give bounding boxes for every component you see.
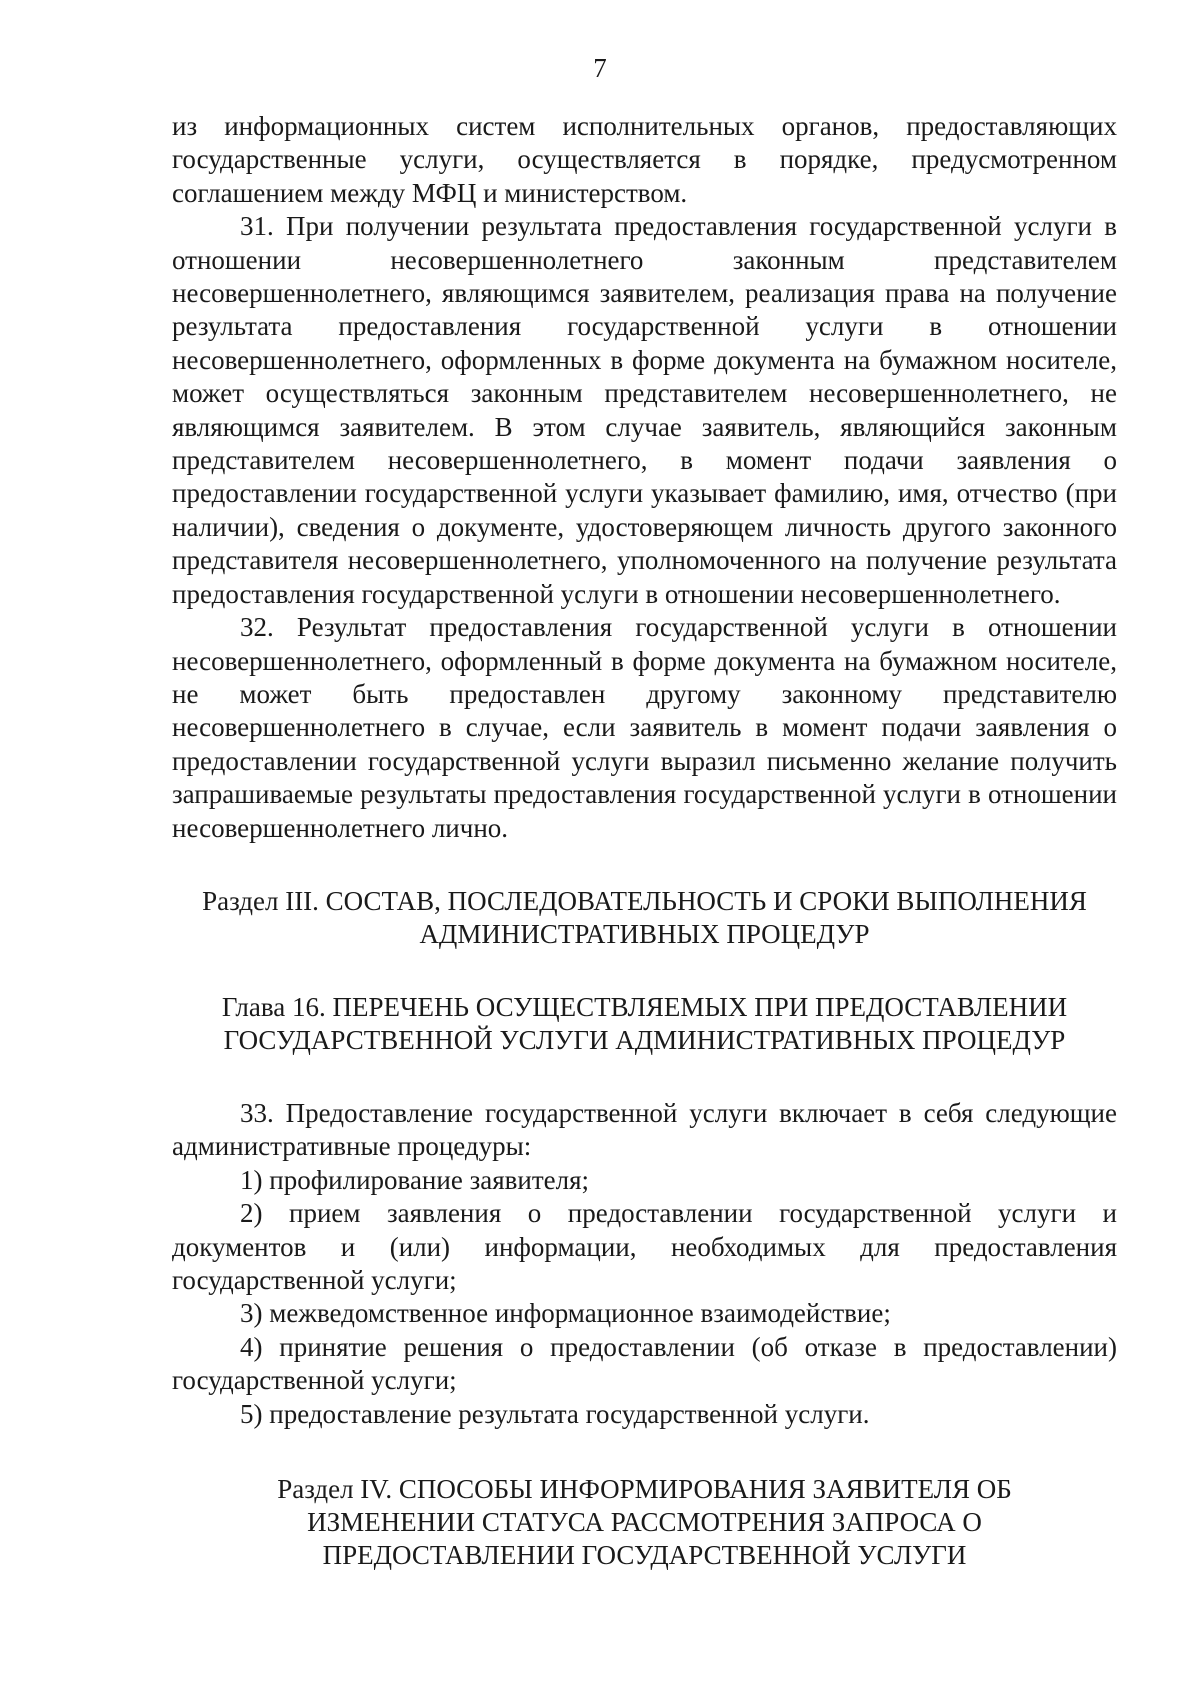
chapter-16-heading-line-2: ГОСУДАРСТВЕННОЙ УСЛУГИ АДМИНИСТРАТИВНЫХ ПРОЦЕДУР (223, 1024, 1066, 1055)
list-item: 4) принятие решения о предоставлении (об отказе в предоставлении) государственной услуги; (172, 1331, 1117, 1396)
page-number: 7 (593, 53, 607, 83)
paragraph-31: 31. При получении результата предоставления государственной услуги в отношении несовершеннолетнего законным представителем несовершеннолетнего, являющимся заявителем, реализация права на получение результата предоставления государственной услуги в отношении несовершеннолетнего, оформленных в форме документа на бумажном носителе, может осуществляться законным представителем несовершеннолетнего, не являющимся заявителем. В этом случае заявитель, являющийся законным представителем несовершеннолетнего, в момент подачи заявления о предоставлении государственной услуги указывает фамилию, имя, отчество (при наличии), сведения о документе, удостоверяющем личность другого законного представителя несовершеннолетнего, уполномоченного на получение результата предоставления государственной услуги в отношении несовершеннолетнего. (172, 211, 1117, 609)
section-3-heading-line-1: Раздел III. СОСТАВ, ПОСЛЕДОВАТЕЛЬНОСТЬ И СРОКИ ВЫПОЛНЕНИЯ (202, 885, 1087, 916)
paragraph-33: 33. Предоставление государственной услуги включает в себя следующие административные процедуры: (172, 1097, 1117, 1162)
section-4-heading (172, 1473, 1117, 1572)
section-3-heading-line-2: АДМИНИСТРАТИВНЫХ ПРОЦЕДУР (419, 918, 870, 949)
document-body (172, 110, 1117, 1572)
section-4-heading-line-2: ИЗМЕНЕНИИ СТАТУСА РАССМОТРЕНИЯ ЗАПРОСА О (307, 1507, 982, 1537)
section-4-heading-line-1: Раздел IV. СПОСОБЫ ИНФОРМИРОВАНИЯ ЗАЯВИТЕЛЯ ОБ (277, 1474, 1012, 1504)
list-item: 5) предоставление результата государственной услуги. (240, 1398, 870, 1429)
section-3-heading (172, 885, 1117, 951)
paragraph-continuation: из информационных систем исполнительных органов, предоставляющих государственные услуги, осуществляется в порядке, предусмотренном соглашением между МФЦ и министерством. (172, 111, 1117, 208)
chapter-16-heading-line-1: Глава 16. ПЕРЕЧЕНЬ ОСУЩЕСТВЛЯЕМЫХ ПРИ ПРЕДОСТАВЛЕНИИ (221, 991, 1068, 1022)
list-item: 2) прием заявления о предоставлении государственной услуги и документов и (или) информации, необходимых для предоставления государственной услуги; (172, 1198, 1117, 1295)
section-4-heading-line-3: ПРЕДОСТАВЛЕНИИ ГОСУДАРСТВЕННОЙ УСЛУГИ (322, 1540, 967, 1570)
paragraph-32: 32. Результат предоставления государственной услуги в отношении несовершеннолетнего, оформленный в форме документа на бумажном носителе, не может быть предоставлен другому законному представителю несовершеннолетнего в случае, если заявитель в момент подачи заявления о предоставлении государственной услуги выразил письменно желание получить запрашиваемые результаты предоставления государственной услуги в отношении несовершеннолетнего лично. (172, 612, 1117, 843)
list-item: 3) межведомственное информационное взаимодействие; (240, 1298, 891, 1329)
list-item: 1) профилирование заявителя; (240, 1164, 590, 1195)
chapter-16-heading (172, 991, 1117, 1057)
